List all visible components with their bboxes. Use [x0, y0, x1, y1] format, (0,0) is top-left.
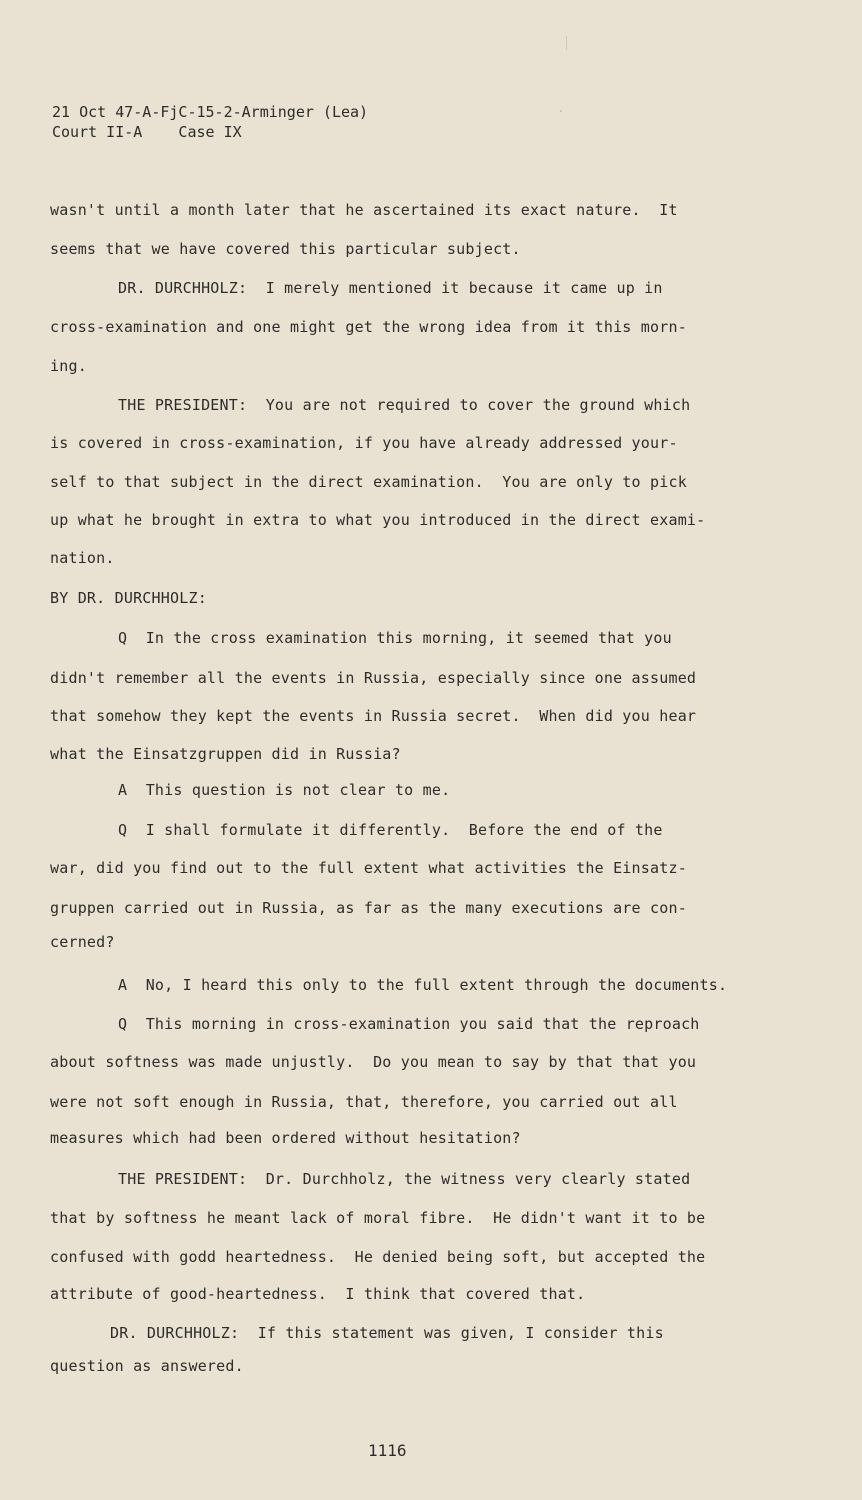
text-line: that somehow they kept the events in Russia secret. When did you hear — [50, 707, 697, 725]
paper-mark — [560, 110, 562, 112]
text-line: what the Einsatzgruppen did in Russia? — [50, 745, 401, 763]
text-line: gruppen carried out in Russia, as far as the many executions are con- — [50, 899, 687, 917]
text-line: ing. — [50, 357, 87, 375]
text-line: THE PRESIDENT: You are not required to cover the ground which — [118, 396, 691, 414]
text-line: A This question is not clear to me. — [118, 781, 451, 799]
text-line: seems that we have covered this particular subject. — [50, 240, 521, 258]
text-line: were not soft enough in Russia, that, therefore, you carried out all — [50, 1093, 678, 1111]
header-line-2: Court II-A Case IX — [52, 123, 242, 141]
paper-mark — [566, 36, 567, 50]
page-number: 1116 — [368, 1441, 407, 1460]
text-line: nation. — [50, 549, 115, 567]
text-line: Q In the cross examination this morning, it seemed that you — [118, 629, 672, 647]
text-line: attribute of good-heartedness. I think that covered that. — [50, 1285, 586, 1303]
text-line: up what he brought in extra to what you introduced in the direct exami- — [50, 511, 706, 529]
text-line: DR. DURCHHOLZ: I merely mentioned it because it came up in — [118, 279, 663, 297]
text-line: cross-examination and one might get the wrong idea from it this morn- — [50, 318, 687, 336]
document-header — [52, 102, 368, 142]
text-line: about softness was made unjustly. Do you mean to say by that that you — [50, 1053, 697, 1071]
text-line: confused with godd heartedness. He denied being soft, but accepted the — [50, 1248, 706, 1266]
text-line: measures which had been ordered without hesitation? — [50, 1129, 521, 1147]
header-line-1: 21 Oct 47-A-FjC-15-2-Arminger (Lea) — [52, 103, 369, 121]
text-line: cerned? — [50, 933, 115, 951]
section-heading: BY DR. DURCHHOLZ: — [50, 589, 207, 607]
text-line: self to that subject in the direct examination. You are only to pick — [50, 473, 687, 491]
text-line: that by softness he meant lack of moral fibre. He didn't want it to be — [50, 1209, 706, 1227]
text-line: question as answered. — [50, 1357, 244, 1375]
text-line: A No, I heard this only to the full extent through the documents. — [118, 976, 728, 994]
text-line: Q I shall formulate it differently. Before the end of the — [118, 821, 663, 839]
text-line: DR. DURCHHOLZ: If this statement was given, I consider this — [110, 1324, 664, 1342]
text-line: Q This morning in cross-examination you said that the reproach — [118, 1015, 700, 1033]
text-line: THE PRESIDENT: Dr. Durchholz, the witness very clearly stated — [118, 1170, 691, 1188]
text-line: wasn't until a month later that he ascertained its exact nature. It — [50, 201, 678, 219]
text-line: is covered in cross-examination, if you have already addressed your- — [50, 434, 678, 452]
text-line: didn't remember all the events in Russia, especially since one assumed — [50, 669, 697, 687]
text-line: war, did you find out to the full extent what activities the Einsatz- — [50, 859, 687, 877]
